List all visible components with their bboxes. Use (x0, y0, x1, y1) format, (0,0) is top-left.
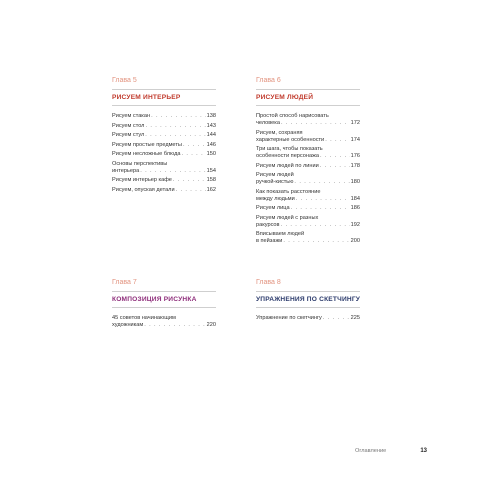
toc-page-number: 154 (206, 167, 216, 174)
dot-leader (320, 163, 350, 170)
toc-entry (112, 187, 216, 194)
toc-entry-title: ручкой-кистью (256, 179, 294, 185)
toc-entry-title-line: Основы перспективы (112, 160, 168, 167)
dot-leader (145, 132, 205, 139)
dot-leader (281, 222, 350, 229)
toc-entry-title: интерьера (112, 167, 140, 174)
toc-entry-title: в пейзажи (256, 238, 283, 244)
toc-entry-title: Рисуем несложные блюда (112, 151, 181, 157)
chapter-title: РИСУЕМ ЛЮДЕЙ (256, 89, 360, 106)
dot-leader (145, 123, 205, 130)
toc-entry (256, 189, 360, 203)
toc-entry (112, 142, 216, 149)
dot-leader (281, 120, 350, 127)
toc-entry (256, 146, 360, 160)
dot-leader (176, 187, 206, 194)
toc-page-number: 225 (350, 315, 360, 321)
toc-entry-row (256, 196, 360, 203)
toc-entry-row (112, 151, 216, 158)
dot-leader (294, 179, 349, 186)
toc-list (256, 315, 360, 322)
chapter-label: Глава 5 (112, 77, 137, 84)
toc-entry-row (112, 322, 216, 329)
toc-entry-title-line: Рисуем людей с разных (256, 214, 319, 221)
toc-entry-title: Рисуем стол (112, 122, 145, 129)
chapter-7 (112, 278, 216, 332)
toc-entry-title-line: Рисуем, сохраняя (256, 129, 303, 136)
toc-page-number: 178 (350, 162, 360, 169)
toc-entry-row (256, 238, 360, 245)
chapter-label: Глава 6 (256, 77, 281, 84)
dot-leader (144, 322, 205, 329)
toc-entry-row (112, 168, 216, 175)
toc-entry-title-line: Рисуем людей (256, 172, 294, 178)
toc-entry-row (256, 120, 360, 127)
toc-page-number: 174 (350, 136, 360, 143)
toc-entry-row (112, 123, 216, 130)
toc-entry-title: особенности персонажа (256, 153, 319, 159)
toc-entry (256, 172, 360, 186)
toc-entry-row (256, 222, 360, 229)
toc-entry-title-line: Как показать расстояние (256, 188, 321, 195)
toc-page-number: 200 (350, 238, 360, 244)
dot-leader (173, 177, 206, 184)
toc-list (256, 113, 360, 245)
toc-entry (112, 315, 216, 329)
chapter-label: Глава 8 (256, 279, 281, 286)
toc-page-number: 162 (206, 186, 216, 193)
toc-entry (112, 177, 216, 184)
toc-entry-title: художникам (112, 322, 144, 328)
toc-entry (256, 315, 360, 322)
toc-page-number: 150 (206, 151, 216, 157)
toc-page-number: 184 (350, 195, 360, 202)
toc-entry (256, 130, 360, 144)
toc-entry (256, 215, 360, 229)
dot-leader (325, 137, 349, 144)
toc-entry-row (112, 177, 216, 184)
toc-entry (256, 231, 360, 245)
dot-leader (323, 315, 350, 322)
toc-entry-row (256, 179, 360, 186)
toc-entry (112, 113, 216, 120)
toc-page-number: 186 (350, 205, 360, 211)
toc-entry-title-line: 45 советов начинающим (112, 315, 176, 321)
toc-entry (256, 163, 360, 170)
toc-entry-row (112, 142, 216, 149)
chapter-label: Глава 7 (112, 279, 137, 286)
toc-entry-row (112, 187, 216, 194)
toc-entry-title: Рисуем людей по линии (256, 162, 319, 169)
chapter-title: УПРАЖНЕНИЯ ПО СКЕТЧИНГУ (256, 291, 360, 308)
toc-entry-title: Рисуем интерьер кафе (112, 177, 172, 183)
toc-entry-title: человека (256, 120, 280, 126)
toc-entry-row (256, 205, 360, 212)
toc-entry-title: ракурсов (256, 221, 280, 228)
toc-page-number: 146 (206, 141, 216, 148)
toc-entry-title: между людьми (256, 195, 295, 202)
dot-leader (283, 238, 349, 245)
toc-entry-title: Рисуем простые предметы (112, 141, 182, 148)
toc-list (112, 113, 216, 194)
toc-entry-row (256, 315, 360, 322)
toc-page-number: 144 (206, 132, 216, 138)
dot-leader (296, 196, 350, 203)
toc-entry (256, 113, 360, 127)
toc-page-number: 192 (350, 221, 360, 228)
toc-page-number: 138 (206, 113, 216, 119)
dot-leader (183, 142, 206, 149)
toc-entry-title: Рисуем, опуская детали (112, 186, 175, 193)
toc-entry-title-line: Вписываем людей (256, 231, 305, 237)
chapter-title: КОМПОЗИЦИЯ РИСУНКА (112, 291, 216, 308)
toc-entry (112, 132, 216, 139)
dot-leader (320, 153, 350, 160)
toc-entry-title-line: Три шага, чтобы показать (256, 146, 323, 152)
dot-leader (181, 151, 205, 158)
toc-entry (112, 151, 216, 158)
toc-page-number: 158 (206, 177, 216, 183)
toc-entry-row (112, 132, 216, 139)
toc-entry-title-line: Простой способ нарисовать (256, 113, 329, 119)
page-footer (355, 448, 427, 454)
dot-leader (151, 113, 206, 120)
page-number: 13 (420, 448, 427, 454)
toc-entry-row (112, 113, 216, 120)
dot-leader (291, 205, 350, 212)
toc-entry (112, 123, 216, 130)
chapter-5 (112, 76, 216, 196)
toc-page-number: 176 (350, 153, 360, 159)
dot-leader (140, 168, 205, 175)
toc-entry-title: Рисуем лица (256, 205, 290, 211)
toc-entry (112, 161, 216, 175)
footer-section-label: Оглавление (355, 448, 387, 454)
toc-list (112, 315, 216, 329)
toc-entry-row (256, 163, 360, 170)
chapter-8 (256, 278, 360, 325)
toc-page-number: 143 (206, 122, 216, 129)
toc-entry-title: характерные особенности (256, 136, 325, 143)
toc-page-number: 172 (350, 120, 360, 126)
toc-entry-row (256, 153, 360, 160)
toc-page-number: 220 (206, 322, 216, 328)
toc-entry-title: Рисуем стакан (112, 113, 151, 119)
chapter-6 (256, 76, 360, 248)
toc-entry-title: Рисуем стул (112, 132, 145, 138)
chapter-title: РИСУЕМ ИНТЕРЬЕР (112, 89, 216, 106)
toc-page-number: 180 (350, 179, 360, 185)
toc-entry-title: Упражнение по скетчингу (256, 315, 322, 321)
toc-entry-row (256, 137, 360, 144)
toc-entry (256, 205, 360, 212)
